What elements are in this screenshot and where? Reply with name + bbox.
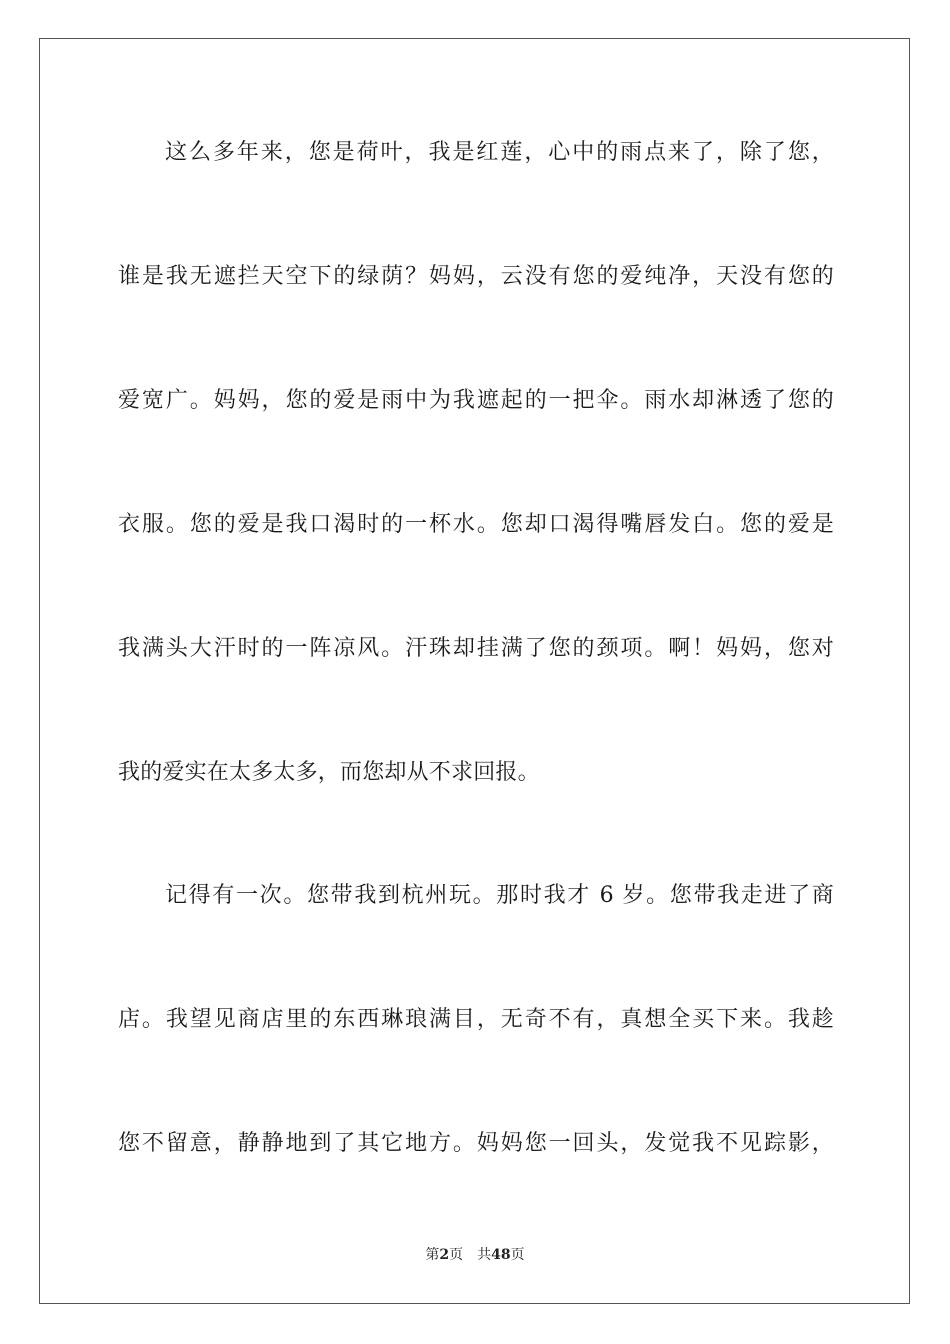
- text-line-9: 您不留意，静静地到了其它地方。妈妈您一回头，发觉我不见踪影，: [118, 1131, 834, 1156]
- text-line-3: 爱宽广。妈妈，您的爱是雨中为我遮起的一把伞。雨水却淋透了您的: [118, 388, 834, 413]
- text-line-1: 这么多年来，您是荷叶，我是红莲，心中的雨点来了，除了您，: [165, 140, 834, 165]
- page-prefix: 第: [425, 1247, 440, 1263]
- text-line-8: 店。我望见商店里的东西琳琅满目，无奇不有，真想全买下来。我趁: [118, 1007, 834, 1032]
- total-pages: 48: [491, 1247, 511, 1263]
- page-footer: [0, 1245, 950, 1265]
- text-line-7: 记得有一次。您带我到杭州玩。那时我才 6 岁。您带我走进了商: [165, 883, 834, 908]
- text-line-5: 我满头大汗时的一阵凉风。汗珠却挂满了您的颈项。啊！妈妈，您对: [118, 636, 834, 661]
- total-suffix: 页: [510, 1247, 525, 1263]
- page-number: 2: [439, 1247, 450, 1263]
- text-line-6: 我的爱实在太多太多，而您却从不求回报。: [118, 760, 540, 785]
- text-line-4: 衣服。您的爱是我口渴时的一杯水。您却口渴得嘴唇发白。您的爱是: [118, 512, 834, 537]
- text-line-2: 谁是我无遮拦天空下的绿荫？妈妈，云没有您的爱纯净，天没有您的: [118, 264, 834, 289]
- page-suffix: 页: [449, 1247, 464, 1263]
- page-border: [39, 38, 910, 1304]
- total-prefix: 共: [477, 1247, 492, 1263]
